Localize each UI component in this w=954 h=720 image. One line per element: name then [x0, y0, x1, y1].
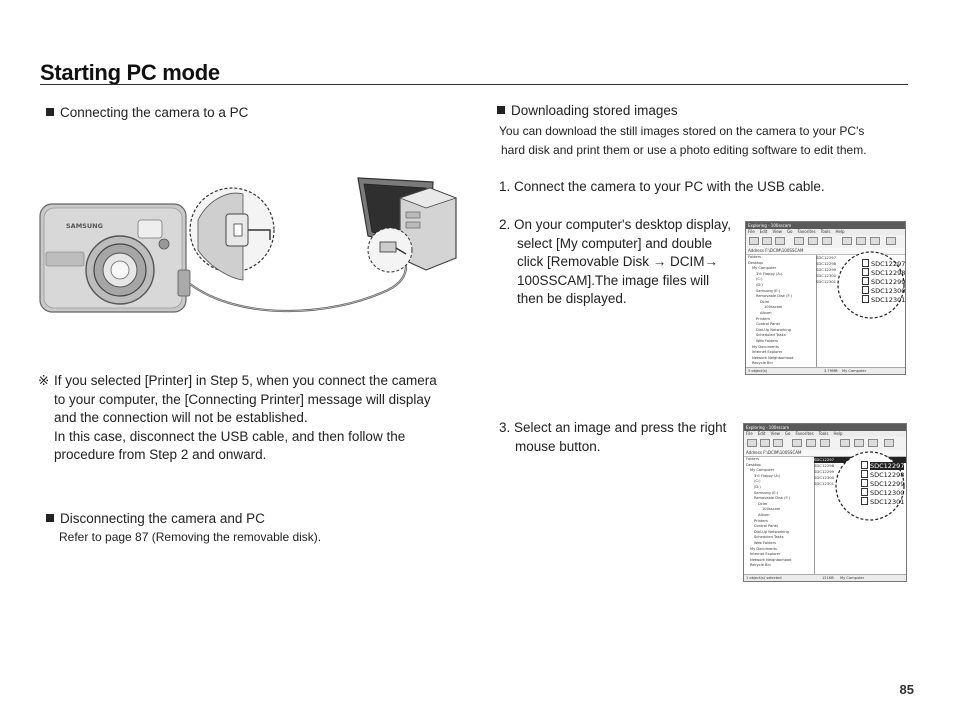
- title-divider: [40, 84, 908, 85]
- zoomed-file-list-2: SDC12297 SDC12298 SDC12299 SDC12300 SDC12301: [861, 461, 904, 506]
- step-2-line-2: select [My computer] and double: [517, 235, 713, 251]
- bullet-square-icon: [46, 108, 54, 116]
- explorer-title-bar: Exploring - 100sscam: [746, 222, 905, 229]
- download-line-1: You can download the still images stored on the camera to your PC's: [499, 124, 865, 138]
- image-file-icon: [862, 277, 869, 285]
- image-file-icon: [862, 286, 869, 294]
- image-file-icon: [862, 268, 869, 276]
- explorer-toolbar: [744, 437, 906, 451]
- step-3: [499, 419, 726, 456]
- step-2-line-1: 2. On your computer's desktop display,: [499, 217, 731, 232]
- explorer-status-bar: 5 object(s) 3.79MB My Computer: [746, 367, 905, 374]
- disconnect-heading: Disconnecting the camera and PC: [46, 511, 265, 526]
- step-2-line-4: 100SSCAM].The image files will: [517, 272, 710, 288]
- zoomed-file-list-1: SDC12297 SDC12298 SDC12299 SDC12300 SDC12301: [862, 259, 905, 304]
- image-file-icon: [861, 488, 868, 496]
- explorer-folder-tree: Folders Desktop My Computer 3½ Floppy (A:) (C:) (D:) Samsung (E:) Removable Disk (F:) Dcim 100sscam Album Printers Control Panel Dial-Up Networking Scheduled Tasks Web Folders My Documents Internet Explorer Network Neighborhood Recycle Bin: [744, 457, 815, 574]
- note-line-1: If you selected [Printer] in Step 5, when you connect the camera: [54, 373, 437, 388]
- image-file-icon: [861, 461, 868, 469]
- step-3-line-2: mouse button.: [515, 438, 601, 454]
- download-heading: Downloading stored images: [497, 103, 678, 118]
- note-line-5: procedure from Step 2 and onward.: [54, 447, 267, 462]
- image-file-icon: [861, 479, 868, 487]
- connect-heading: Connecting the camera to a PC: [46, 105, 248, 120]
- explorer-toolbar: [746, 235, 905, 249]
- explorer-file-list: SDC12297 SDC12298 SDC12299 SDC12300 SDC12301: [816, 255, 837, 284]
- page-number: 85: [899, 682, 914, 697]
- image-file-icon: [861, 497, 868, 505]
- page-title: Starting PC mode: [40, 60, 220, 85]
- step-1: 1. Connect the camera to your PC with the USB cable.: [499, 179, 825, 194]
- bullet-square-icon: [497, 106, 505, 114]
- step-3-line-1: 3. Select an image and press the right: [499, 420, 727, 435]
- printer-note: [38, 372, 468, 465]
- explorer-file-list: SDC12297 SDC12298 SDC12299 SDC12300 SDC12301: [814, 457, 906, 574]
- camera-pc-illustration: [38, 160, 463, 325]
- step-2-line-3: click [Removable Disk → DCIM→: [517, 254, 719, 269]
- explorer-address-bar: Address F:\DCIM\100SSCAM: [744, 450, 906, 457]
- download-description: [499, 122, 867, 160]
- explorer-status-bar: 1 object(s) selected 121KB My Computer: [744, 574, 906, 581]
- explorer-menu-bar: File Edit View Go Favorites Tools Help: [744, 431, 906, 437]
- explorer-folder-tree: Folders Desktop My Computer 3½ Floppy (A:) (C:) (D:) Samsung (E:) Removable Disk (F:) Dcim 100sscam Album Printers Control Panel Dial-Up Networking Scheduled Tasks Web Folders My Documents Internet Explorer Network Neighborhood Recycle Bin: [746, 255, 817, 367]
- image-file-icon: [862, 295, 869, 303]
- explorer-address-bar: Address F:\DCIM\100SSCAM: [746, 248, 905, 255]
- note-line-2: to your computer, the [Connecting Printer] message will display: [54, 391, 431, 407]
- camera-brand-text: SAMSUNG: [66, 222, 103, 230]
- bullet-square-icon: [46, 514, 54, 522]
- note-line-3: and the connection will not be established.: [54, 410, 308, 425]
- note-line-4: In this case, disconnect the USB cable, and then follow the: [54, 428, 406, 444]
- disconnect-reference: Refer to page 87 (Removing the removable disk).: [59, 530, 322, 544]
- image-file-icon: [862, 259, 869, 267]
- download-line-2: hard disk and print them or use a photo editing software to edit them.: [501, 143, 867, 157]
- reference-mark: ※: [38, 373, 50, 388]
- explorer-menu-bar: File Edit View Go Favorites Tools Help: [746, 229, 905, 235]
- step-2-line-5: then be displayed.: [517, 291, 627, 306]
- explorer-title-bar: Exploring - 100sscam: [744, 424, 906, 431]
- image-file-icon: [861, 470, 868, 478]
- step-2: [499, 216, 731, 309]
